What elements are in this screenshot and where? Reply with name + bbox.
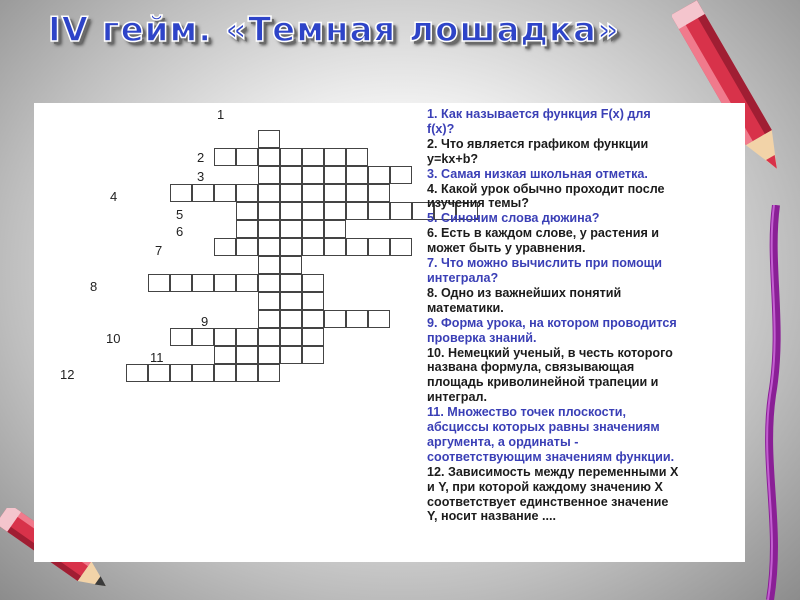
crossword-cell-7[interactable]	[214, 238, 236, 256]
crossword-number-1: 1	[217, 107, 225, 122]
crossword-cell-8[interactable]	[302, 274, 324, 292]
crossword-cell-7[interactable]	[324, 238, 346, 256]
question-9: 9. Форма урока, на котором проводится проверка знаний.	[427, 315, 677, 345]
question-8: 8. Одно из важнейших понятий математики.	[427, 285, 622, 315]
crossword-cell-11[interactable]	[280, 346, 302, 364]
question-12: 12. Зависимость между переменными X и Y, при которой каждому значению X соответствует единственное значение Y, носит название ....	[427, 464, 679, 524]
crossword-cell-5[interactable]	[390, 202, 412, 220]
crossword-cell-12[interactable]	[236, 364, 258, 382]
crossword-cell-10[interactable]	[170, 328, 192, 346]
crossword-cell-7[interactable]	[368, 238, 390, 256]
crossword-number-6: 6	[176, 224, 184, 239]
crossword-number-7: 7	[155, 243, 163, 258]
crossword-cell-5[interactable]	[236, 202, 258, 220]
crossword-cell-7[interactable]	[236, 238, 258, 256]
question-5: 5. Синоним слова дюжина?	[427, 211, 600, 226]
crossword-cell-4[interactable]	[280, 184, 302, 202]
crossword-cell-6[interactable]	[324, 220, 346, 238]
crossword-cell-4[interactable]	[192, 184, 214, 202]
crossword-cell-5[interactable]	[368, 202, 390, 220]
question-7: 7. Что можно вычислить при помощи интеграла?	[427, 256, 663, 285]
crossword-cell-8[interactable]	[170, 274, 192, 292]
crossword-cell-3[interactable]	[368, 166, 390, 184]
crossword-cell[interactable]	[258, 292, 280, 310]
crossword-cell-10[interactable]	[302, 328, 324, 346]
crossword-number-11: 11	[150, 350, 164, 365]
crossword-cell-8[interactable]	[236, 274, 258, 292]
crossword-number-10: 10	[106, 331, 121, 346]
crossword-cell-7[interactable]	[280, 238, 302, 256]
crossword-cell-4[interactable]	[170, 184, 192, 202]
question-4: 4. Какой урок обычно проходит после изучения темы?	[427, 181, 665, 211]
crossword-cell-12[interactable]	[170, 364, 192, 382]
crossword-cell-3[interactable]	[302, 166, 324, 184]
crossword-cell-1[interactable]	[258, 364, 280, 382]
crossword-cell-9[interactable]	[324, 310, 346, 328]
crossword-cell-8[interactable]	[148, 274, 170, 292]
crossword-cell[interactable]	[280, 256, 302, 274]
crossword-cell-9[interactable]	[280, 310, 302, 328]
crossword-cell-5[interactable]	[346, 202, 368, 220]
crossword-cell-9[interactable]	[368, 310, 390, 328]
slide-title: IV гейм. «Темная лошадка»	[48, 10, 620, 50]
crossword-cell-1[interactable]	[258, 328, 280, 346]
question-2: 2. Что является графиком функции y=kx+b?	[427, 136, 649, 166]
crossword-cell-4[interactable]	[368, 184, 390, 202]
crossword-cell-3[interactable]	[324, 166, 346, 184]
crossword-cell-9[interactable]	[302, 310, 324, 328]
crossword-cell-12[interactable]	[192, 364, 214, 382]
crossword-cell-1[interactable]	[258, 130, 280, 148]
crossword-cell-5[interactable]	[280, 202, 302, 220]
question-1: 1. Как называется функция F(x) для f(x)?	[427, 107, 651, 136]
crossword-number-5: 5	[176, 207, 184, 222]
crossword-cell-2[interactable]	[302, 148, 324, 166]
crossword-cell-12[interactable]	[126, 364, 148, 382]
crossword-cell-9[interactable]	[346, 310, 368, 328]
crossword-number-2: 2	[197, 150, 205, 165]
crossword-cell-11[interactable]	[214, 346, 236, 364]
crossword-cell-10[interactable]	[192, 328, 214, 346]
crossword-cell-6[interactable]	[280, 220, 302, 238]
crossword-cell-1[interactable]	[258, 274, 280, 292]
crossword-cell-1[interactable]	[258, 166, 280, 184]
crossword-cell-7[interactable]	[390, 238, 412, 256]
question-11: 11. Множество точек плоскости, абсциссы которых равны значениям аргумента, а ординаты - соответствующим значениям функции.	[427, 405, 675, 464]
crossword-cell-3[interactable]	[346, 166, 368, 184]
crossword-number-8: 8	[90, 279, 98, 294]
crossword-number-4: 4	[110, 189, 118, 204]
crossword-cell-1[interactable]	[258, 238, 280, 256]
crossword-cell-11[interactable]	[236, 346, 258, 364]
crossword-cell-12[interactable]	[148, 364, 170, 382]
crossword-cell-1[interactable]	[258, 220, 280, 238]
crossword-cell-8[interactable]	[280, 274, 302, 292]
crossword-cell-10[interactable]	[214, 328, 236, 346]
question-3: 3. Самая низкая школьная отметка.	[427, 166, 648, 181]
crossword-cell-7[interactable]	[302, 238, 324, 256]
question-10: 10. Немецкий ученый, в честь которого названа формула, связывающая площадь криволинейной трапеции и интеграл.	[427, 345, 673, 405]
pencil-right-edge-icon	[754, 205, 800, 600]
crossword-cell-1[interactable]	[258, 184, 280, 202]
crossword-cell-1[interactable]	[258, 202, 280, 220]
crossword-cell[interactable]	[280, 292, 302, 310]
crossword-cell-2[interactable]	[214, 148, 236, 166]
crossword-cell-10[interactable]	[280, 328, 302, 346]
crossword-cell-2[interactable]	[324, 148, 346, 166]
crossword-cell-2[interactable]	[280, 148, 302, 166]
crossword-number-12: 12	[60, 367, 75, 382]
crossword-cell-2[interactable]	[236, 148, 258, 166]
crossword-cell-4[interactable]	[214, 184, 236, 202]
crossword-cell-3[interactable]	[280, 166, 302, 184]
crossword-cell-10[interactable]	[236, 328, 258, 346]
crossword-cell-4[interactable]	[236, 184, 258, 202]
crossword-grid	[34, 103, 424, 562]
crossword-number-9: 9	[201, 314, 209, 329]
crossword-cell-12[interactable]	[214, 364, 236, 382]
crossword-cell-5[interactable]	[324, 202, 346, 220]
crossword-cell-6[interactable]	[302, 220, 324, 238]
crossword-cell-2[interactable]	[346, 148, 368, 166]
crossword-cell-4[interactable]	[302, 184, 324, 202]
crossword-cell-3[interactable]	[390, 166, 412, 184]
questions-list	[427, 107, 745, 562]
crossword-cell[interactable]	[258, 256, 280, 274]
crossword-cell-1[interactable]	[258, 346, 280, 364]
crossword-cell-1[interactable]	[258, 310, 280, 328]
content-panel	[34, 103, 745, 562]
crossword-cell-1[interactable]	[258, 148, 280, 166]
crossword-cell-4[interactable]	[324, 184, 346, 202]
crossword-cell-8[interactable]	[214, 274, 236, 292]
crossword-cell-11[interactable]	[302, 346, 324, 364]
crossword-cell-8[interactable]	[192, 274, 214, 292]
crossword-cell-6[interactable]	[236, 220, 258, 238]
crossword-cell[interactable]	[302, 292, 324, 310]
crossword-number-3: 3	[197, 169, 205, 184]
question-6: 6. Есть в каждом слове, у растения и может быть у уравнения.	[427, 226, 660, 256]
crossword-cell-4[interactable]	[346, 184, 368, 202]
crossword-cell-7[interactable]	[346, 238, 368, 256]
crossword-cell-5[interactable]	[302, 202, 324, 220]
